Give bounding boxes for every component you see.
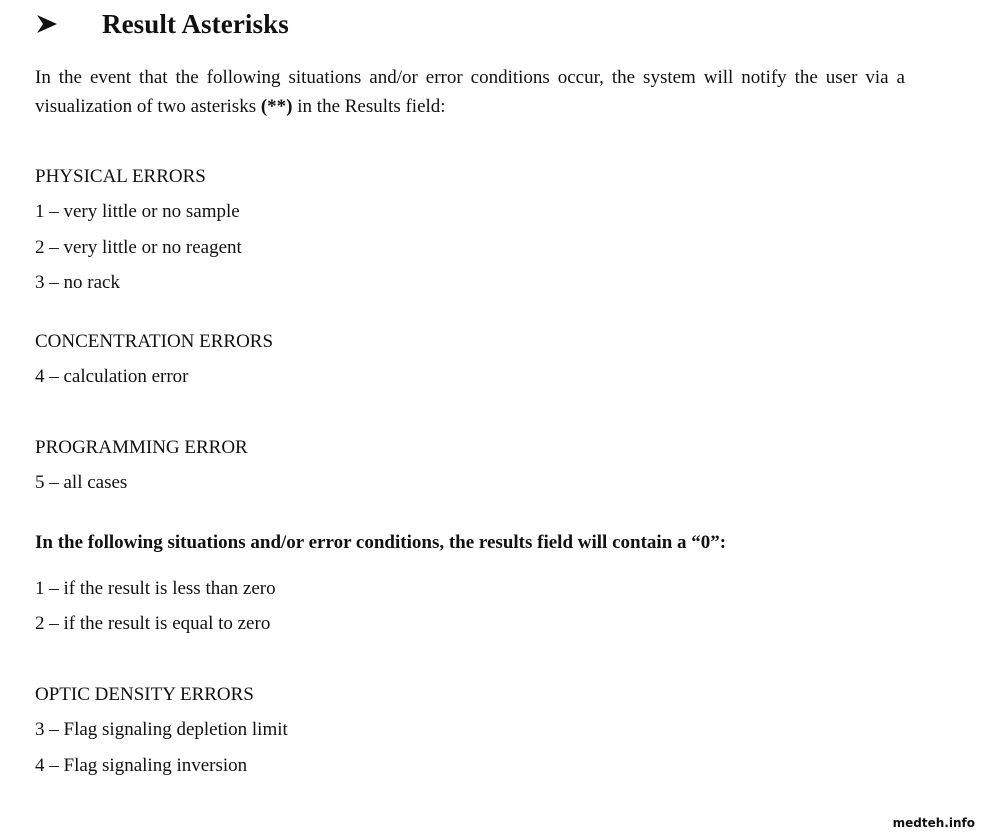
- optic-density-error-item-1: 3 – Flag signaling depletion limit: [35, 719, 288, 740]
- physical-error-item-1: 1 – very little or no sample: [35, 201, 240, 222]
- optic-density-error-item-2: 4 – Flag signaling inversion: [35, 755, 248, 776]
- physical-error-item-3: 3 – no rack: [35, 272, 120, 293]
- intro-text-after: in the Results field:: [292, 96, 446, 117]
- asterisks-marker: (**): [260, 96, 293, 117]
- optic-density-errors-title: OPTIC DENSITY ERRORS: [35, 684, 254, 705]
- zero-conditions-statement: In the following situations and/or error conditions, the results field will contain a “0”:: [35, 532, 727, 553]
- arrow-bullet-icon: [36, 14, 58, 34]
- physical-errors-title: PHYSICAL ERRORS: [35, 166, 206, 187]
- zero-condition-item-1: 1 – if the result is less than zero: [35, 578, 276, 599]
- zero-condition-item-2: 2 – if the result is equal to zero: [35, 613, 271, 634]
- programming-error-title: PROGRAMMING ERROR: [35, 437, 248, 458]
- concentration-errors-title: CONCENTRATION ERRORS: [35, 331, 274, 352]
- intro-paragraph: [35, 63, 905, 121]
- page-title: Result Asterisks: [102, 8, 289, 39]
- concentration-error-item-1: 4 – calculation error: [35, 366, 189, 387]
- intro-text-before: In the event that the following situations and/or error conditions occur, the system will notify the user via a visualization of two asterisks: [35, 67, 905, 117]
- programming-error-item-1: 5 – all cases: [35, 472, 128, 493]
- physical-error-item-2: 2 – very little or no reagent: [35, 237, 242, 258]
- section-heading: [36, 6, 289, 42]
- watermark: medteh.info: [892, 816, 975, 830]
